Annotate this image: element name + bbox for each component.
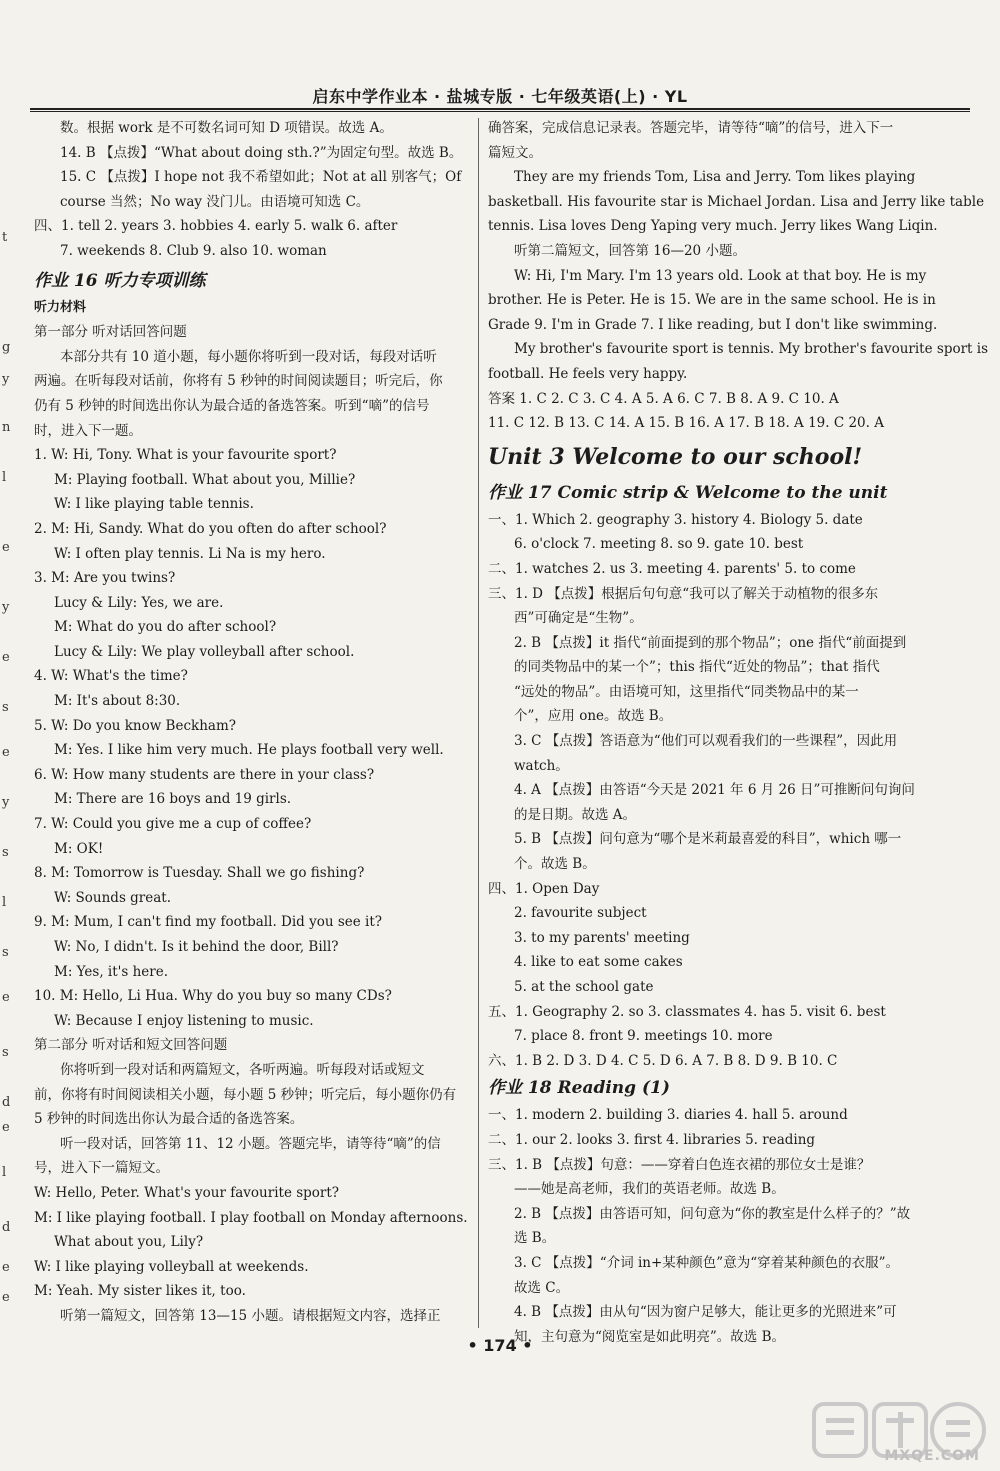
text-line: 两遍。在听每段对话前，你将有 5 秒钟的时间阅读题目；听完后，你: [34, 373, 443, 390]
text-line: Lucy & Lily: We play volleyball after school.: [54, 643, 355, 660]
text-line: 5. B 【点拨】问句意为“哪个是米莉最喜爱的科目”，which 哪一: [514, 831, 902, 848]
text-line: 7. weekends 8. Club 9. also 10. woman: [60, 242, 327, 259]
header-rule: [30, 108, 970, 110]
margin-fragment: e: [2, 745, 10, 760]
text-line: 2. B 【点拨】由答语可知，问句意为“你的教室是什么样子的？”故: [514, 1205, 911, 1222]
right-column: [488, 116, 989, 1349]
text-line: 知，主句意为“阅览室是如此明亮”。故选 B。: [514, 1328, 786, 1345]
margin-fragment: s: [2, 945, 9, 960]
text-line: W: Sounds great.: [54, 889, 172, 906]
text-line: 故选 C。: [514, 1279, 570, 1296]
text-line: 2. B 【点拨】it 指代“前面提到的那个物品”；one 指代“前面提到: [514, 634, 907, 651]
margin-fragment: e: [2, 540, 10, 555]
text-line: What about you, Lily?: [54, 1234, 204, 1251]
text-line: 二、1. watches 2. us 3. meeting 4. parents' 5. to come: [488, 560, 856, 577]
text-line: M: I like playing football. I play football on Monday afternoons.: [34, 1209, 468, 1226]
text-line: 听力材料: [34, 299, 87, 315]
text-line: 前，你将有时间阅读相关小题，每小题 5 秒钟；听完后，每小题你仍有: [34, 1086, 457, 1103]
text-line: 7. place 8. front 9. meetings 10. more: [514, 1028, 773, 1045]
text-line: 四、1. tell 2. years 3. hobbies 4. early 5. walk 6. after: [34, 218, 398, 235]
text-line: 15. C 【点拨】I hope not 我不希望如此；Not at all 别客气；Of: [60, 169, 462, 186]
text-line: M: OK!: [54, 840, 104, 857]
page-number: • 174 •: [467, 1336, 533, 1355]
text-line: 确答案，完成信息记录表。答题完毕，请等待“嘀”的信号，进入下一: [488, 120, 894, 136]
text-line: 14. B 【点拨】“What about doing sth.?”为固定句型。故选 B。: [60, 144, 463, 161]
text-line: 4. B 【点拨】由从句“因为窗户足够大，能让更多的光照进来”可: [514, 1304, 897, 1321]
text-line: 4. A 【点拨】由答语“今天是 2021 年 6 月 26 日”可推断问句询问: [514, 782, 915, 799]
text-line: 的是日期。故选 A。: [514, 806, 637, 823]
margin-fragment: y: [2, 600, 10, 615]
text-line: 6. o'clock 7. meeting 8. so 9. gate 10. best: [514, 536, 804, 553]
text-line: 8. M: Tomorrow is Tuesday. Shall we go fishing?: [34, 865, 365, 882]
text-line: W: Because I enjoy listening to music.: [54, 1012, 314, 1029]
margin-fragment: l: [2, 470, 7, 485]
text-line: 五、1. Geography 2. so 3. classmates 4. has 5. visit 6. best: [488, 1003, 886, 1020]
margin-fragment: s: [2, 1045, 9, 1060]
margin-fragment: e: [2, 1120, 10, 1135]
text-line: 3. C 【点拨】“介词 in+某种颜色”意为“穿着某种颜色的衣服”。: [514, 1254, 900, 1271]
text-line: 二、1. our 2. looks 3. first 4. libraries 5. reading: [488, 1131, 816, 1148]
text-line: W: I often play tennis. Li Na is my hero.: [54, 545, 326, 562]
text-line: W: Hello, Peter. What's your favourite sport?: [34, 1184, 340, 1201]
text-line: They are my friends Tom, Lisa and Jerry. Tom likes playing: [514, 169, 916, 186]
margin-fragment: s: [2, 845, 9, 860]
text-line: 2. M: Hi, Sandy. What do you often do after school?: [34, 520, 387, 537]
text-line: 三、1. B 【点拨】句意：——穿着白色连衣裙的那位女士是谁？: [488, 1156, 871, 1173]
margin-fragment: d: [2, 1095, 11, 1110]
text-line: 第一部分 听对话回答问题: [34, 324, 187, 341]
text-line: 第二部分 听对话和短文回答问题: [34, 1037, 228, 1054]
text-line: 2. favourite subject: [514, 905, 647, 922]
text-line: M: Yes, it's here.: [54, 963, 168, 980]
text-line: 7. W: Could you give me a cup of coffee?: [34, 816, 312, 833]
margin-fragment: d: [2, 1220, 11, 1235]
text-line: 仍有 5 秒钟的时间选出你认为最合适的备选答案。听到“嘀”的信号: [34, 397, 430, 414]
text-line: W: I like playing table tennis.: [54, 496, 254, 513]
margin-fragment: e: [2, 650, 10, 665]
margin-fragment: e: [2, 1290, 10, 1305]
text-line: W: Hi, I'm Mary. I'm 13 years old. Look at that boy. He is my: [514, 267, 927, 284]
text-line: football. He feels very happy.: [488, 365, 688, 382]
text-line: 三、1. D 【点拨】根据后句句意“我可以了解关于动植物的很多东: [488, 585, 879, 602]
left-column: [34, 116, 470, 1329]
text-line: 作业 16 听力专项训练: [34, 270, 206, 291]
text-line: 听第一篇短文，回答第 13—15 小题。请根据短文内容，选择正: [60, 1307, 441, 1324]
text-line: 3. to my parents' meeting: [514, 929, 690, 946]
text-line: watch。: [514, 757, 569, 774]
text-line: 本部分共有 10 道小题，每小题你将听到一段对话，每段对话听: [60, 348, 437, 365]
text-line: course 当然；No way 没门儿。由语境可知选 C。: [60, 193, 370, 210]
margin-fragment: l: [2, 1165, 7, 1180]
text-line: 11. C 12. B 13. C 14. A 15. B 16. A 17. B 18. A 19. C 20. A: [488, 415, 884, 432]
margin-fragment: n: [2, 420, 11, 435]
margin-fragment: l: [2, 895, 7, 910]
watermark-site: MXQE.COM: [884, 1448, 980, 1464]
text-line: 4. W: What's the time?: [34, 668, 188, 685]
text-line: 四、1. Open Day: [488, 880, 600, 897]
text-line: 的同类物品中的某一个”；this 指代“近处的物品”；that 指代: [514, 659, 880, 676]
text-line: 6. W: How many students are there in your class?: [34, 766, 375, 783]
text-line: 4. like to eat some cakes: [514, 954, 683, 971]
text-line: 3. C 【点拨】答语意为“他们可以观看我们的一些课程”，因此用: [514, 733, 898, 750]
text-line: Unit 3 Welcome to our school!: [488, 443, 863, 470]
text-line: 篇短文。: [488, 144, 542, 161]
text-line: 5 秒钟的时间选出你认为最合适的备选答案。: [34, 1111, 304, 1128]
text-line: 答案 1. C 2. C 3. C 4. A 5. A 6. C 7. B 8. A 9. C 10. A: [488, 390, 839, 407]
text-line: 个。故选 B。: [514, 856, 596, 873]
text-line: M: Playing football. What about you, Millie?: [54, 471, 356, 488]
text-line: 西”可确定是“生物”。: [514, 610, 643, 627]
header-rule-thin: [30, 111, 970, 112]
text-line: 一、1. Which 2. geography 3. history 4. Biology 5. date: [488, 511, 863, 528]
text-line: 听一段对话，回答第 11、12 小题。答题完毕，请等待“嘀”的信: [60, 1135, 441, 1152]
margin-fragment: y: [2, 795, 10, 810]
text-line: 5. at the school gate: [514, 979, 654, 995]
text-line: tennis. Lisa loves Deng Yaping very much. Jerry likes Wang Liqin.: [488, 218, 938, 235]
page-header: 启东中学作业本 · 盐城专版 · 七年级英语(上) · YL: [312, 87, 688, 106]
text-line: 你将听到一段对话和两篇短文，各听两遍。听每段对话或短文: [60, 1061, 425, 1078]
text-line: Lucy & Lily: Yes, we are.: [54, 594, 224, 611]
text-line: 5. W: Do you know Beckham?: [34, 717, 236, 734]
text-line: Grade 9. I'm in Grade 7. I like reading, but I don't like swimming.: [488, 316, 938, 333]
margin-fragment: y: [2, 372, 10, 387]
text-line: M: Yes. I like him very much. He plays football very well.: [54, 742, 444, 759]
text-line: brother. He is Peter. He is 15. We are in the same school. He is in: [488, 292, 936, 309]
text-line: M: It's about 8:30.: [54, 693, 181, 710]
text-line: M: Yeah. My sister likes it, too.: [34, 1283, 246, 1300]
margin-fragment: t: [2, 230, 8, 245]
text-line: 1. W: Hi, Tony. What is your favourite sport?: [34, 447, 337, 464]
text-line: 个”，应用 one。故选 B。: [514, 708, 673, 725]
text-line: 选 B。: [514, 1230, 556, 1247]
text-line: 作业 17 Comic strip & Welcome to the unit: [488, 482, 888, 503]
margin-fragment: g: [2, 340, 11, 355]
text-line: 数。根据 work 是不可数名词可知 D 项错误。故选 A。: [60, 120, 393, 136]
text-line: 时，进入下一题。: [34, 422, 142, 439]
text-line: 号，进入下一篇短文。: [34, 1160, 169, 1177]
text-line: W: I like playing volleyball at weekends.: [34, 1258, 309, 1275]
text-line: basketball. His favourite star is Michael Jordan. Lisa and Jerry like table: [488, 193, 985, 210]
text-line: 听第二篇短文，回答第 16—20 小题。: [514, 242, 746, 259]
text-line: 作业 18 Reading (1): [488, 1078, 670, 1099]
text-line: 一、1. modern 2. building 3. diaries 4. hall 5. around: [488, 1107, 848, 1124]
margin-fragment: e: [2, 1260, 10, 1275]
text-line: ——她是高老师，我们的英语老师。故选 B。: [514, 1181, 785, 1198]
text-line: My brother's favourite sport is tennis. My brother's favourite sport is: [514, 341, 989, 358]
text-line: W: No, I didn't. Is it behind the door, Bill?: [54, 939, 339, 955]
text-line: M: What do you do after school?: [54, 619, 277, 636]
text-line: 六、1. B 2. D 3. D 4. C 5. D 6. A 7. B 8. D 9. B 10. C: [488, 1052, 838, 1069]
margin-fragment: e: [2, 990, 10, 1005]
text-line: M: There are 16 boys and 19 girls.: [54, 791, 292, 808]
text-line: 3. M: Are you twins?: [34, 570, 176, 587]
margin-fragment: s: [2, 700, 9, 715]
text-line: “远处的物品”。由语境可知，这里指代“同类物品中的某一: [514, 683, 859, 700]
text-line: 9. M: Mum, I can't find my football. Did you see it?: [34, 914, 383, 931]
text-line: 10. M: Hello, Li Hua. Why do you buy so many CDs?: [34, 988, 392, 1005]
column-divider: [478, 118, 479, 1328]
